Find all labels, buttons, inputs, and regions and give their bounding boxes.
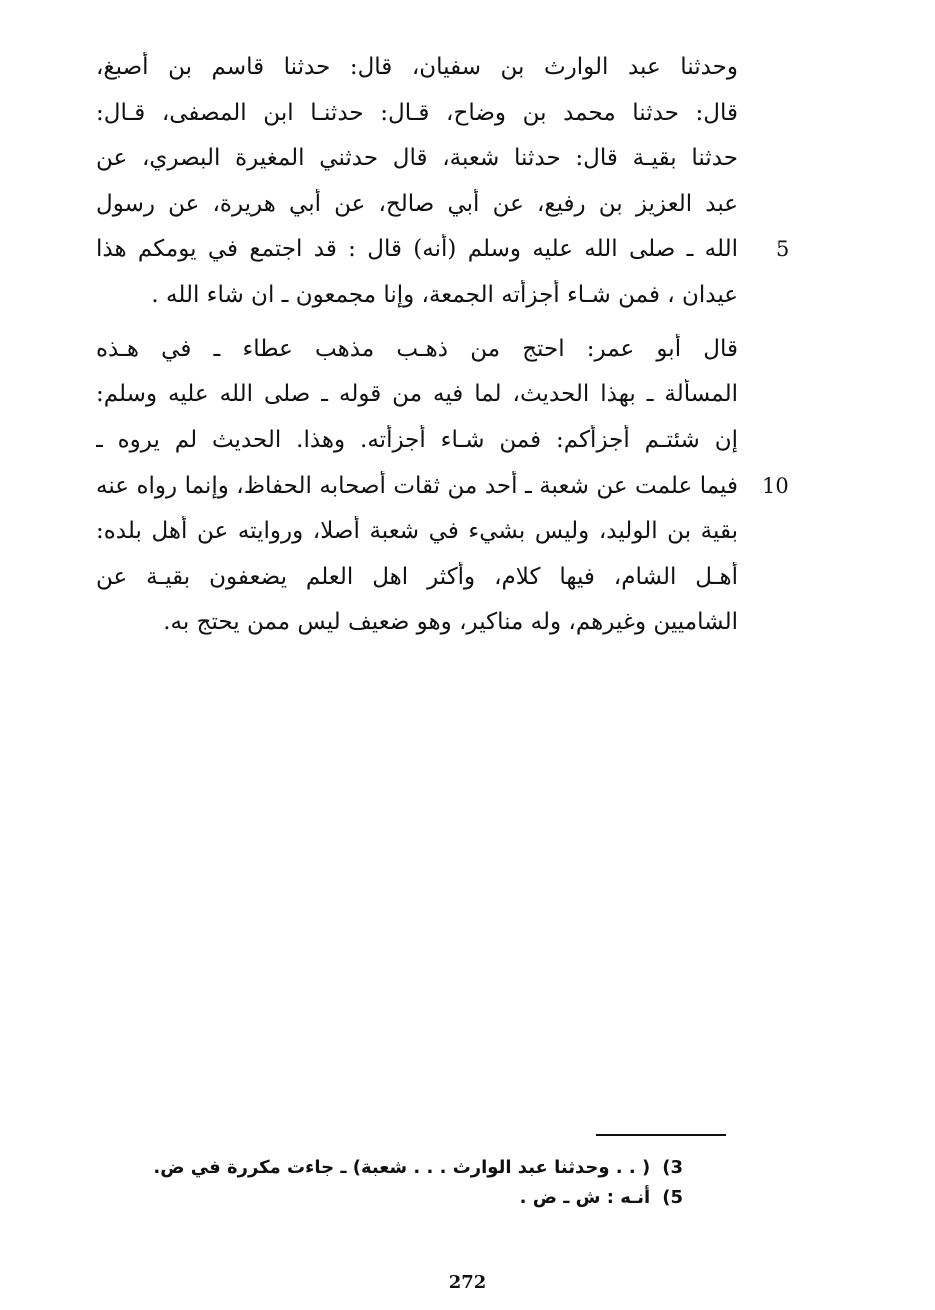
text-line: المسألة ـ بهذا الحديث، لما فيه من قوله ـ صلى الله عليه وسلم:	[96, 381, 738, 407]
text-line: وحدثنا عبد الوارث بن سفيان، قال: حدثنا قاسم بن أصبغ،	[96, 54, 738, 80]
line-number-5: 5	[776, 237, 790, 261]
text-line: قال أبو عمر: احتج من ذهـب مذهب عطاء ـ في هـذه	[96, 336, 738, 362]
text-line: أهـل الشام، فيها كلام، وأكثر اهل العلم يضعفون بقيـة عن	[96, 564, 738, 590]
footnote-number: 3)	[662, 1157, 683, 1178]
line-number-10: 10	[762, 474, 789, 498]
page-number: 272	[448, 1272, 487, 1293]
footnote-text: ( . . وحدثنا عبد الوارث . . . شعبة) ـ جاءت مكررة في ض.	[153, 1157, 651, 1178]
text-line: قال: حدثنا محمد بن وضاح، قـال: حدثنـا ابن المصفى، قـال:	[96, 100, 738, 126]
footnote-1	[153, 1156, 683, 1180]
text-line: إن شئتـم أجزأكم: فمن شـاء أجزأته. وهذا. الحديث لم يروه ـ	[96, 427, 738, 453]
text-line: الشاميين وغيرهم، وله مناكير، وهو ضعيف ليس ممن يحتج به.	[163, 609, 738, 635]
footnote-text: أنـه : ش ـ ض .	[519, 1187, 651, 1208]
text-line: عيدان ، فمن شـاء أجزأته الجمعة، وإنا مجمعون ـ ان شاء الله .	[151, 282, 738, 308]
text-line: عبد العزيز بن رفيع، عن أبي صالح، عن أبي هريرة، عن رسول	[96, 191, 738, 217]
text-line: الله ـ صلى الله عليه وسلم (أنه) قال : قد اجتمع في يومكم هذا	[96, 236, 738, 262]
text-line: فيما علمت عن شعبة ـ أحد من ثقات أصحابه الحفاظ، وإنما رواه عنه	[96, 473, 738, 499]
footnote-divider	[596, 1134, 726, 1136]
footnote-2	[520, 1186, 683, 1210]
text-line: حدثنا بقيـة قال: حدثنا شعبة، قال حدثني المغيرة البصري، عن	[96, 145, 738, 171]
text-line: بقية بن الوليد، وليس بشيء في شعبة أصلا، وروايته عن أهل بلده:	[96, 518, 738, 544]
footnote-number: 5)	[662, 1187, 683, 1208]
